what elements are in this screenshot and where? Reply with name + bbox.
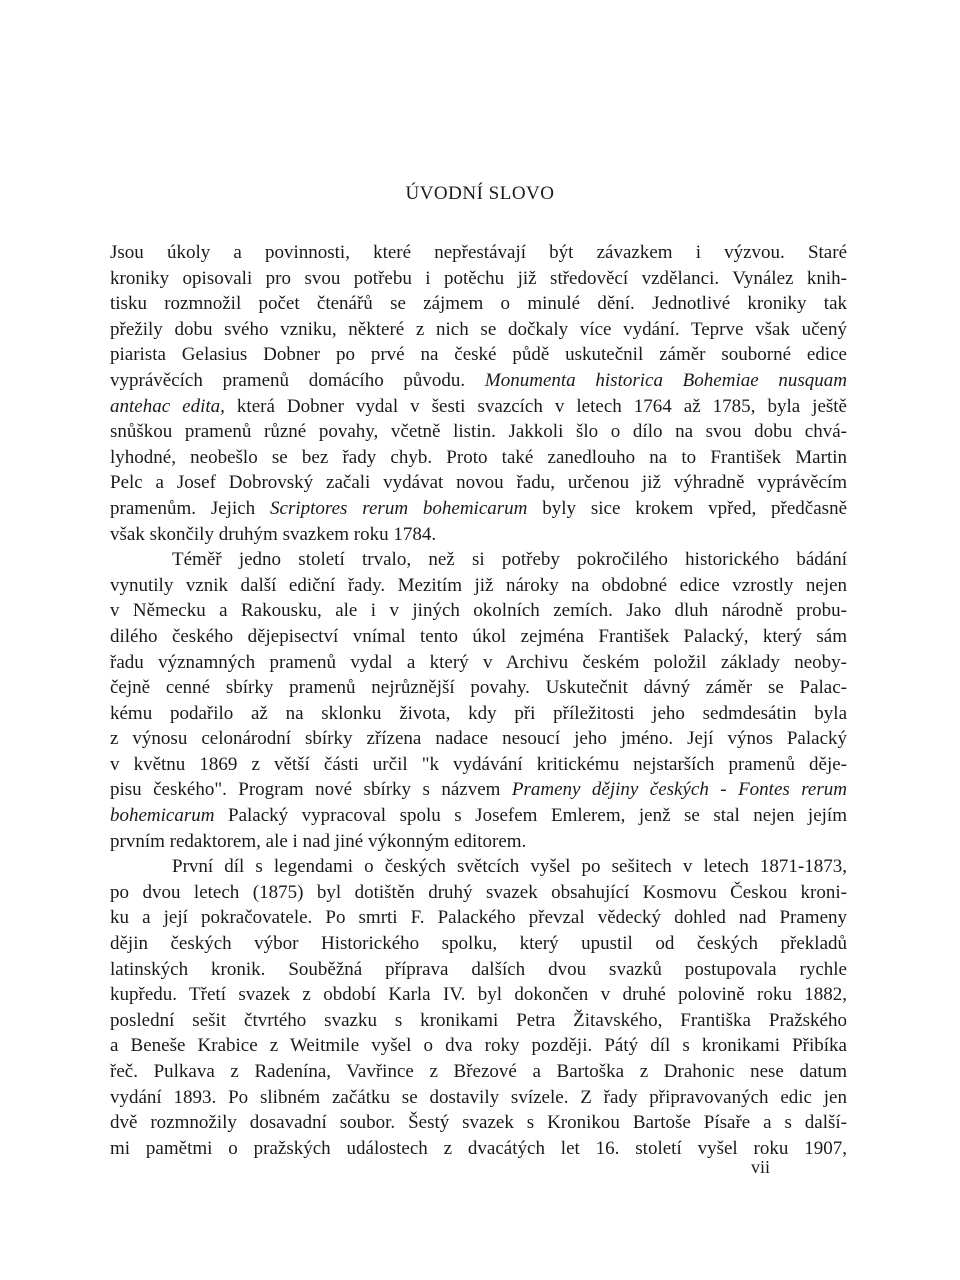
- text-line: [110, 957, 847, 983]
- text-line: [110, 982, 847, 1008]
- text-line: [110, 1110, 847, 1136]
- text-line: [110, 624, 847, 650]
- text-line: [110, 573, 847, 599]
- text-run: která Dobner vydal v šesti svazcích v letech 1764 až 1785, byla ještě: [224, 395, 847, 417]
- text-run: latinských kronik. Souběžná příprava dalších dvou svazků postupovala rychle: [110, 958, 847, 980]
- text-line: [110, 1059, 847, 1085]
- text-line: [110, 470, 847, 496]
- text-run: byly sice krokem vpřed, předčasně: [527, 497, 847, 519]
- text-run: řeč. Pulkava z Radenína, Vavřince z Březové a Bartoška z Drahonic nese datum: [110, 1061, 847, 1082]
- italic-title: antehac edita,: [110, 395, 225, 417]
- text-line: [110, 522, 847, 548]
- text-line: [110, 394, 847, 420]
- text-line: [110, 931, 847, 957]
- text-run: pramenům. Jejich: [110, 497, 271, 519]
- text-run: dvě rozmnožily dosavadní soubor. Šestý svazek s Kronikou Bartoše Písaře a s další-: [110, 1112, 847, 1134]
- text-run: vydání 1893. Po slibném začátku se dostavily svízele. Z řady připravovaných edic jen: [110, 1086, 847, 1108]
- text-line: [110, 803, 847, 829]
- text-run: Jsou úkoly a povinnosti, které nepřestávají být závazkem i výzvou. Staré: [110, 242, 847, 263]
- text-line: [110, 675, 847, 701]
- text-run: po dvou letech (1875) byl dotištěn druhý svazek obsahující Kosmovu Českou kroni-: [110, 881, 847, 903]
- text-line: [110, 598, 847, 624]
- italic-title: bohemicarum: [110, 805, 215, 827]
- text-run: kroniky opisovali pro svou potřebu i potěchu již středověcí vzdělanci. Vynález knih-: [110, 267, 847, 289]
- text-line: [110, 547, 847, 573]
- text-run: ku a její pokračovatele. Po smrti F. Palackého převzal vědecký dohled nad Prameny: [110, 907, 847, 929]
- text-run: Pelc a Josef Dobrovský začali vydávat novou řadu, určenou již výhradně vyprávěcím: [110, 472, 847, 494]
- text-line: [110, 777, 847, 803]
- text-line: [110, 1033, 847, 1059]
- text-line: [110, 419, 847, 445]
- text-line: [110, 317, 847, 343]
- text-line: [110, 854, 847, 880]
- text-line: [110, 726, 847, 752]
- text-line: [110, 1136, 847, 1162]
- text-run: vyprávěcích pramenů domácího původu.: [110, 369, 485, 391]
- text-line: [110, 1085, 847, 1111]
- text-run: dilého českého dějepisectví vnímal tento úkol zejména František Palacký, který sám: [110, 625, 847, 647]
- text-line: [110, 1008, 847, 1034]
- text-run: čejně cenné sbírky pramenů nejrůznější povahy. Uskutečnit dávný záměr se Palac-: [110, 677, 847, 699]
- italic-title: Scriptores rerum bohemicarum: [270, 497, 528, 519]
- text-run: pisu českého". Program nové sbírky s názvem: [110, 779, 512, 801]
- text-line: [110, 829, 847, 855]
- page-heading: ÚVODNÍ SLOVO: [405, 183, 555, 204]
- text-run: Palacký vypracoval spolu s Josefem Emlerem, jenž se stal nejen jejím: [214, 805, 847, 827]
- text-run: lyhodné, neobešlo se bez řady chyb. Proto také zanedlouho na to František Martin: [110, 446, 847, 468]
- text-run: První díl s legendami o českých světcích vyšel po sešitech v letech 1871-1873,: [172, 856, 847, 878]
- text-line: [110, 240, 847, 266]
- text-run: řadu významných pramenů vydal a který v Archivu českém položil základy neoby-: [110, 651, 847, 673]
- text-run: kupředu. Třetí svazek z období Karla IV. byl dokončen v druhé polovině roku 1882,: [110, 984, 847, 1006]
- text-line: [110, 342, 847, 368]
- page-number: vii: [750, 1157, 770, 1177]
- italic-title: Monumenta historica Bohemiae nusquam: [484, 369, 848, 391]
- text-line: [110, 701, 847, 727]
- text-line: [110, 752, 847, 778]
- text-run: prvním redaktorem, ale i nad jiné výkonným editorem.: [110, 830, 527, 852]
- text-line: [110, 291, 847, 317]
- text-run: dějin českých výbor Historického spolku, který upustil od českých překladů: [110, 933, 847, 955]
- text-run: však skončily druhým svazkem roku 1784.: [110, 523, 437, 545]
- text-run: z výnosu celonárodní sbírky zřízena nadace nesoucí jeho jméno. Její výnos Palacký: [110, 728, 847, 750]
- text-line: [110, 266, 847, 292]
- text-run: v květnu 1869 z větší části určil "k vydávání kritickému nejstarších pramenů děje-: [110, 753, 847, 775]
- text-line: [110, 905, 847, 931]
- italic-title: Prameny dějiny českých - Fontes rerum: [511, 779, 847, 801]
- text-line: [110, 880, 847, 906]
- text-run: vynutily vznik další ediční řady. Mezitím již nároky na obdobné edice vzrostly nejen: [110, 574, 847, 596]
- text-run: mi pamětmi o pražských událostech z dvacátých let 16. století vyšel roku 1907,: [110, 1137, 847, 1159]
- text-run: přežily dobu svého vzniku, některé z nich se dočkaly více vydání. Teprve však učený: [110, 318, 847, 340]
- text-run: kému podařilo až na sklonku života, kdy při příležitosti jeho sedmdesátin byla: [110, 702, 847, 724]
- text-run: tisku rozmnožil počet čtenářů se zájmem o minulé dění. Jednotlivé kroniky tak: [110, 293, 847, 315]
- text-run: snůškou pramenů různé povahy, včetně listin. Jakkoli šlo o dílo na svou dobu chvá-: [110, 421, 847, 443]
- text-line: [110, 368, 847, 394]
- text-run: v Německu a Rakousku, ale i v jiných okolních zemích. Jako dluh národně probu-: [110, 600, 847, 622]
- text-run: poslední sešit čtvrtého svazku s kronikami Petra Žitavského, Františka Pražského: [110, 1009, 847, 1031]
- text-run: piarista Gelasius Dobner po prvé na české půdě uskutečnil záměr souborné edice: [110, 344, 847, 366]
- text-line: [110, 650, 847, 676]
- text-run: a Beneše Krabice z Weitmile vyšel o dva roky později. Pátý díl s kronikami Přibíka: [110, 1035, 847, 1057]
- text-run: Téměř jedno století trvalo, než si potřeby pokročilého historického bádání: [172, 549, 847, 571]
- text-line: [110, 445, 847, 471]
- text-line: [110, 496, 847, 522]
- body-text: [110, 240, 847, 1161]
